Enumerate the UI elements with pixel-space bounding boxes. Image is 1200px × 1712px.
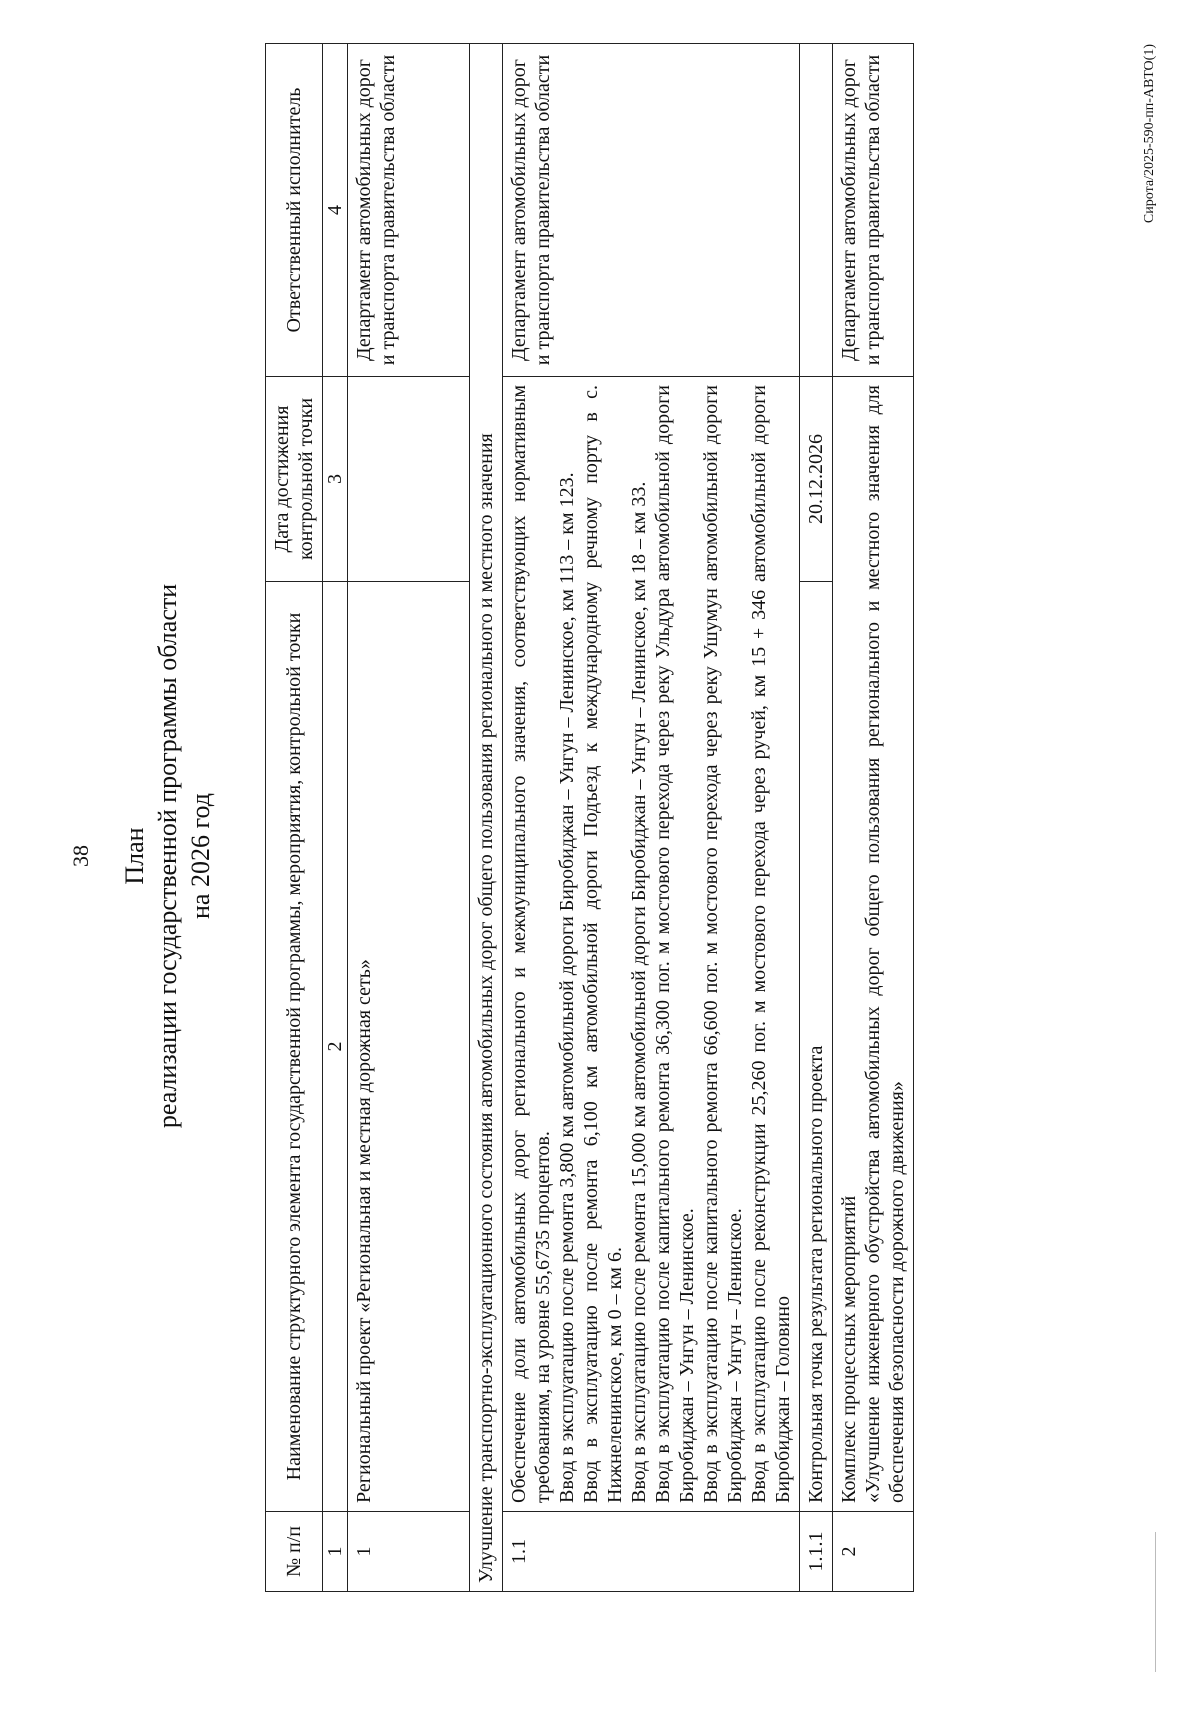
goal-text: Улучшение транспортно-эксплуатационного состояния автомобильных дорог общего пользования регионального и местного значения [470,44,503,1592]
row-num: 2 [833,1512,914,1592]
title-line-2: реализации государственной программы области [153,583,182,1129]
row-responsible: Департамент автомобильных дорог и транспорта правительства области [503,44,800,377]
result-line: Ввод в эксплуатацию после реконструкции 25,260 пог. м мостового перехода через ручей, км 15 + 346 автомобильной дороги Биробиджан – Головино [748,385,794,1503]
table-row [503,44,800,1592]
result-line: Ввод в эксплуатацию после капитального ремонта 36,300 пог. м мостового перехода через реку Ульдура автомобильной дороги Биробиджан – Унгун – Ленинское. [652,385,698,1503]
page-number: 38 [68,845,93,867]
table-row [800,44,833,1592]
row-name [833,377,914,1512]
table-row [833,44,914,1592]
plan-table [265,43,914,1592]
process-complex-label: Комплекс процессных мероприятий [838,1195,860,1503]
title-line-3: на 2026 год [186,793,215,919]
column-number: 3 [323,377,348,582]
row-responsible [800,44,833,377]
header-date: Дата достижения контрольной точки [266,377,323,582]
row-responsible: Департамент автомобильных дорог и транспорта правительства области [833,44,914,377]
column-number-row [323,44,348,1592]
column-number: 1 [323,1512,348,1592]
row-name: Контрольная точка результата регионального проекта [800,582,833,1512]
scan-mark-line [1155,1532,1156,1672]
result-line: Ввод в эксплуатацию после капитального ремонта 66,600 пог. м мостового перехода через реку Ушумун автомобильной дороги Биробиджан – Унгун – Ленинское. [700,385,746,1503]
result-line: Обеспечение доли автомобильных дорог регионального и межмуниципального значения, соответствующих нормативным требованиям, на уровне 55,6735 процентов. [508,385,554,1503]
document-title [118,0,217,1712]
process-complex-title: «Улучшение инженерного обустройства автомобильных дорог общего пользования регионального и местного значения для обеспечения безопасности дорожного движения» [862,385,908,1503]
row-responsible: Департамент автомобильных дорог и транспорта правительства области [348,44,470,377]
title-line-1: План [120,827,149,885]
table-row [348,44,470,1592]
header-responsible: Ответственный исполнитель [266,44,323,377]
column-number: 4 [323,44,348,377]
result-line: Ввод в эксплуатацию после ремонта 15,000 км автомобильной дороги Биробиджан – Унгун – Ленинское, км 18 – км 33. [628,481,650,1503]
column-number: 2 [323,582,348,1512]
header-row [266,44,323,1592]
row-num: 1.1.1 [800,1512,833,1592]
row-num: 1.1 [503,1512,800,1592]
goal-row [470,44,503,1592]
row-date [348,377,470,582]
result-line: Ввод в эксплуатацию после ремонта 3,800 км автомобильной дороги Биробиджан – Унгун – Ленинское, км 113 – км 123. [556,472,578,1503]
footer-code: Сирота/2025-590-пп-АВТО(1) [1142,44,1157,224]
row-name [503,377,800,1512]
row-name: Региональный проект «Региональная и местная дорожная сеть» [348,582,470,1512]
row-num: 1 [348,1512,470,1592]
result-line: Ввод в эксплуатацию после ремонта 6,100 км автомобильной дороги Подъезд к международному речному порту в с. Нижнеленинское, км 0 – км 6. [580,385,626,1503]
header-name: Наименование структурного элемента государственной программы, мероприятия, контрольной точки [266,582,323,1512]
row-date: 20.12.2026 [800,377,833,582]
header-num: № п/п [266,1512,323,1592]
